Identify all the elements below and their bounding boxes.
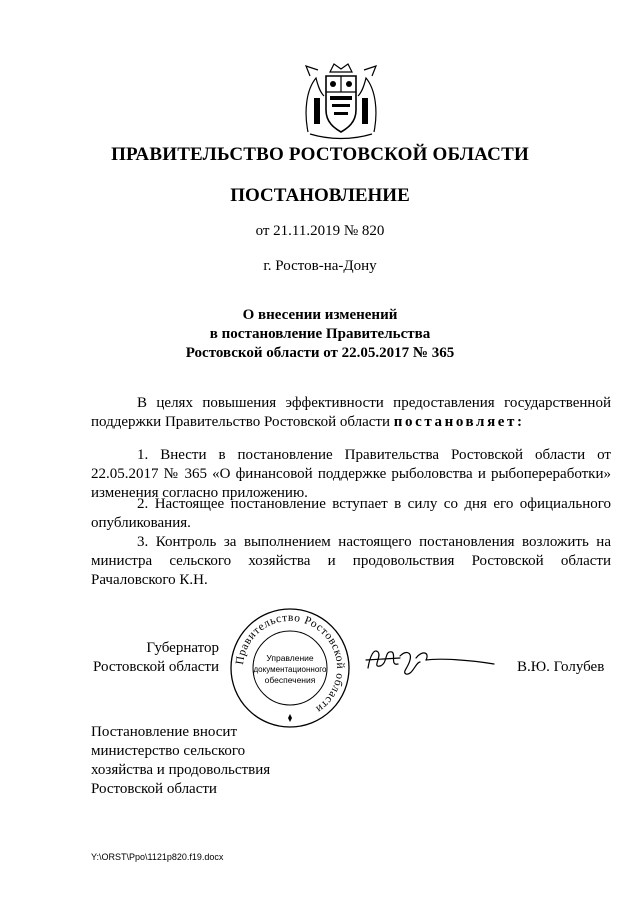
- official-stamp: [228, 606, 352, 730]
- stamp-center-line: документационного: [253, 665, 327, 674]
- signatory-position: [91, 639, 219, 677]
- coat-of-arms-icon: [300, 62, 382, 140]
- preamble-paragraph: [91, 394, 611, 432]
- submitted-by-line: министерство сельского: [91, 743, 246, 759]
- document-city: г. Ростов-на-Дону: [263, 258, 377, 274]
- document-subject: [0, 306, 640, 363]
- submitted-by-line: Постановление вносит: [91, 724, 238, 740]
- document-date-number: от 21.11.2019 № 820: [255, 223, 385, 239]
- signatory-position-line: Ростовской области: [93, 659, 219, 675]
- submitted-by-note: [91, 723, 270, 799]
- signatory-name: В.Ю. Голубев: [517, 659, 605, 675]
- subject-line: Ростовской области от 22.05.2017 № 365: [185, 345, 455, 361]
- decree-item-3: 3. Контроль за выполнением настоящего постановления возложить на министра сельского хозяйства и продовольствия Ростовской области Рачаловского К.Н.: [91, 534, 611, 588]
- stamp-center-line: обеспечения: [264, 675, 316, 685]
- submitted-by-line: Ростовской области: [91, 781, 217, 797]
- file-path-footer: Y:\ORST\Ppo\1121p820.f19.docx: [91, 852, 224, 862]
- government-title: ПРАВИТЕЛЬСТВО РОСТОВСКОЙ ОБЛАСТИ: [111, 144, 529, 165]
- handwritten-signature: [360, 638, 500, 682]
- stamp-ring-text: Правительство Ростовской области: [233, 611, 347, 716]
- subject-line: в постановление Правительства: [209, 326, 431, 342]
- preamble-text: В целях повышения эффективности предоставления государственной поддержки Правительство Ростовской области: [91, 395, 611, 430]
- svg-text:Правительство Ростовской облас: [234, 612, 346, 715]
- submitted-by-line: хозяйства и продовольствия: [91, 762, 271, 778]
- decree-item-1: 1. Внести в постановление Правительства Ростовской области от 22.05.2017 № 365 «О финансовой поддержке рыболовства и рыбопереработки» изменения согласно приложению.: [91, 447, 611, 501]
- document-type-heading: ПОСТАНОВЛЕНИЕ: [230, 185, 410, 206]
- decree-item-2: 2. Настоящее постановление вступает в силу со дня его официального опубликования.: [91, 496, 611, 531]
- subject-line: О внесении изменений: [242, 307, 398, 323]
- signatory-position-line: Губернатор: [146, 640, 219, 656]
- stamp-center-line: Управление: [266, 653, 314, 663]
- preamble-decree-word: постановляет:: [393, 414, 525, 430]
